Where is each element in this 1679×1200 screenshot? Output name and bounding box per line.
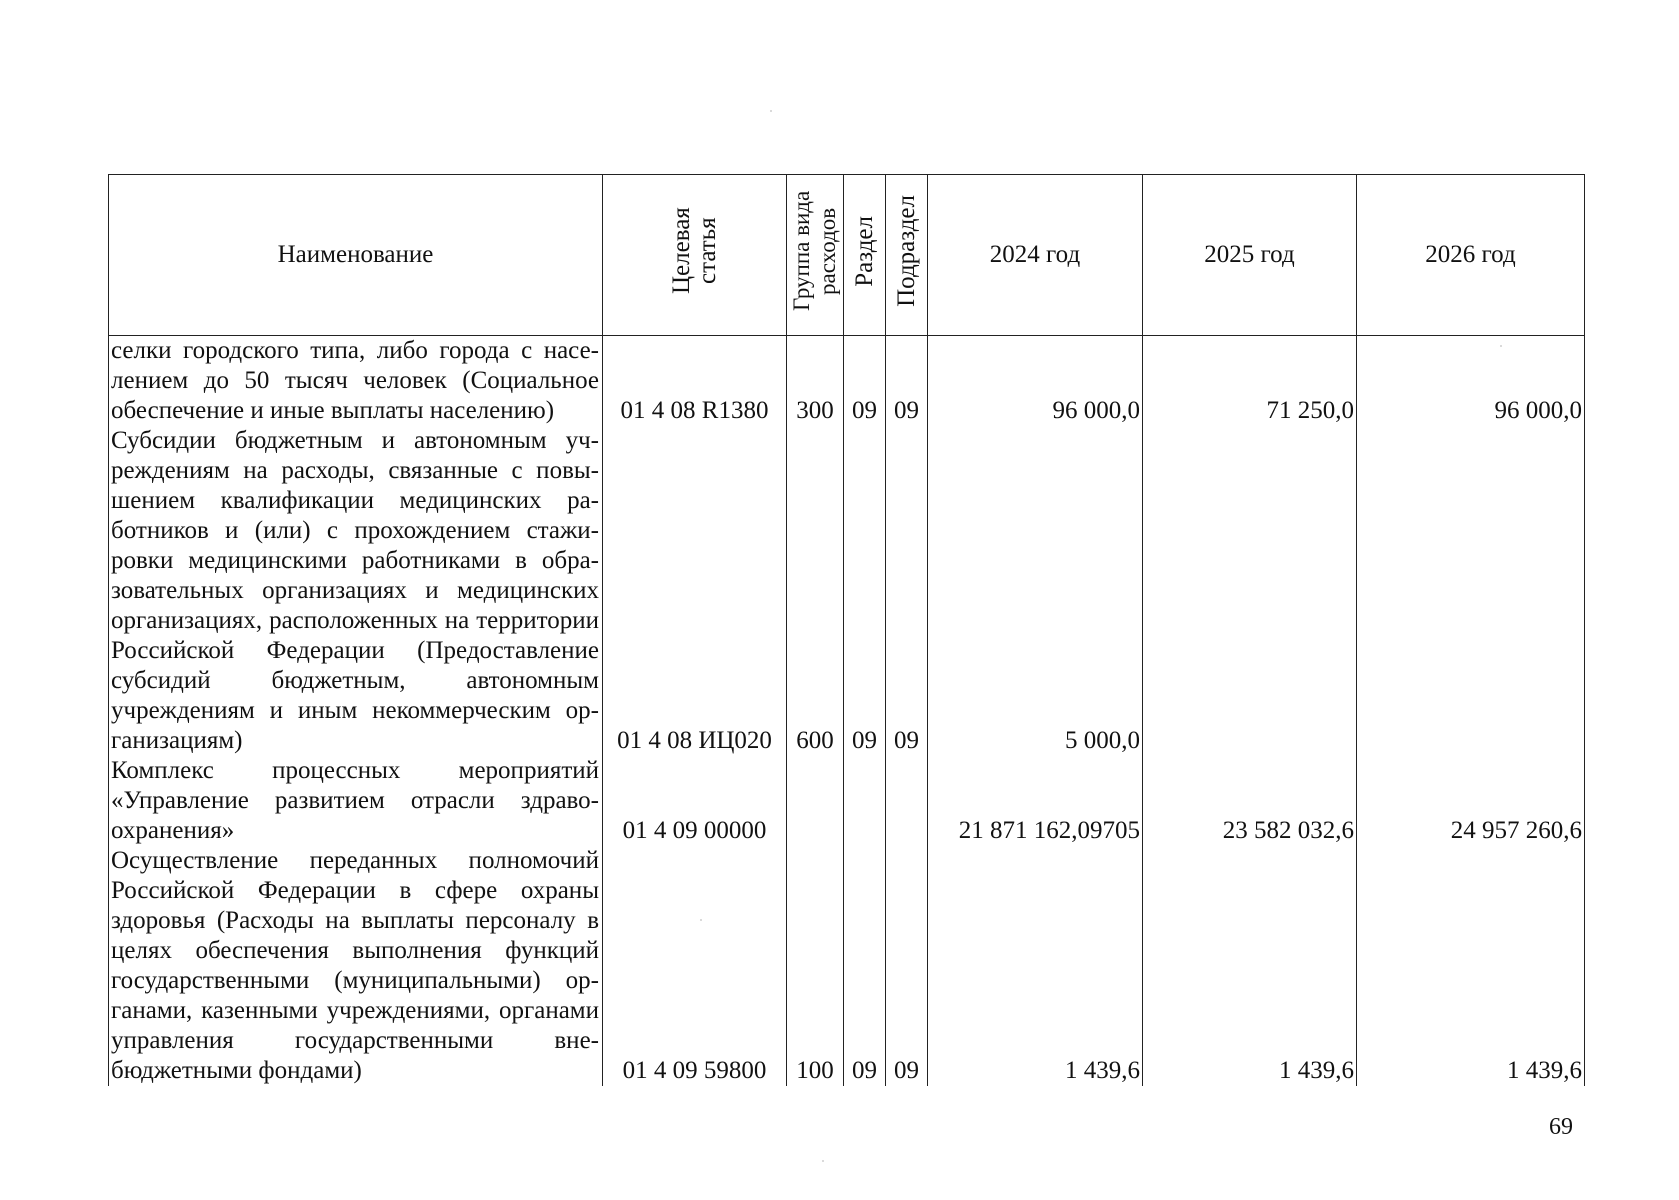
table-row bbox=[109, 846, 1585, 1086]
header-expense-group: Группа вида расходов bbox=[787, 175, 844, 336]
header-subsection: Подраздел bbox=[886, 175, 928, 336]
row-2025 bbox=[1143, 426, 1357, 756]
row-subsection bbox=[886, 756, 928, 846]
row-2025: 1 439,6 bbox=[1143, 846, 1357, 1086]
row-name: Комплекс процессных мероприятий «Управление развитием отрасли здравоохранения» bbox=[109, 756, 603, 846]
row-section: 09 bbox=[844, 426, 886, 756]
header-name: Наименование bbox=[109, 175, 603, 336]
table-row bbox=[109, 756, 1585, 846]
row-name: селки городского типа, либо города с населением до 50 тысяч человек (Социальное обеспечение и иные выплаты населению) bbox=[109, 336, 603, 427]
row-section bbox=[844, 756, 886, 846]
row-2026: 96 000,0 bbox=[1357, 336, 1585, 427]
row-2026 bbox=[1357, 426, 1585, 756]
row-target-item: 01 4 09 59800 bbox=[603, 846, 787, 1086]
row-2024: 1 439,6 bbox=[928, 846, 1143, 1086]
header-2025: 2025 год bbox=[1143, 175, 1357, 336]
row-2025: 23 582 032,6 bbox=[1143, 756, 1357, 846]
scan-speck bbox=[1500, 345, 1502, 347]
row-section: 09 bbox=[844, 336, 886, 427]
page-number: 69 bbox=[1549, 1114, 1573, 1140]
row-expense-group: 300 bbox=[787, 336, 844, 427]
row-target-item: 01 4 08 ИЦ020 bbox=[603, 426, 787, 756]
header-2026: 2026 год bbox=[1357, 175, 1585, 336]
row-expense-group: 600 bbox=[787, 426, 844, 756]
row-subsection: 09 bbox=[886, 336, 928, 427]
row-2026: 24 957 260,6 bbox=[1357, 756, 1585, 846]
row-2025: 71 250,0 bbox=[1143, 336, 1357, 427]
row-name: Осуществление переданных полномочий Российской Федерации в сфере охраны здоровья (Расходы на выплаты персоналу в целях обеспечения выполнения функций государственными (муниципальными) органами, казенными учреждениями, органами управления государственными внебюджетными фондами) bbox=[109, 846, 603, 1086]
row-2026: 1 439,6 bbox=[1357, 846, 1585, 1086]
row-expense-group bbox=[787, 756, 844, 846]
table-row bbox=[109, 336, 1585, 427]
header-2024: 2024 год bbox=[928, 175, 1143, 336]
scan-speck bbox=[700, 919, 702, 921]
header-target-item: Целевая статья bbox=[603, 175, 787, 336]
row-2024: 5 000,0 bbox=[928, 426, 1143, 756]
header-section: Раздел bbox=[844, 175, 886, 336]
row-2024: 96 000,0 bbox=[928, 336, 1143, 427]
table-row bbox=[109, 426, 1585, 756]
row-subsection: 09 bbox=[886, 426, 928, 756]
row-2024: 21 871 162,09705 bbox=[928, 756, 1143, 846]
row-subsection: 09 bbox=[886, 846, 928, 1086]
row-name: Субсидии бюджетным и автономным учреждениям на расходы, связанные с повышением квалификации медицинских работников и (или) с прохождением стажировки медицинскими работниками в образовательных организациях и медицинских организациях, расположенных на территории Российской Федерации (Предоставление субсидий бюджетным, автономным учреждениям и иным некоммерческим организациям) bbox=[109, 426, 603, 756]
scan-speck bbox=[822, 1160, 824, 1162]
row-target-item: 01 4 08 R1380 bbox=[603, 336, 787, 427]
row-section: 09 bbox=[844, 846, 886, 1086]
budget-table bbox=[108, 174, 1585, 1086]
table-header-row bbox=[109, 175, 1585, 336]
scan-speck bbox=[770, 110, 772, 112]
row-target-item: 01 4 09 00000 bbox=[603, 756, 787, 846]
row-expense-group: 100 bbox=[787, 846, 844, 1086]
